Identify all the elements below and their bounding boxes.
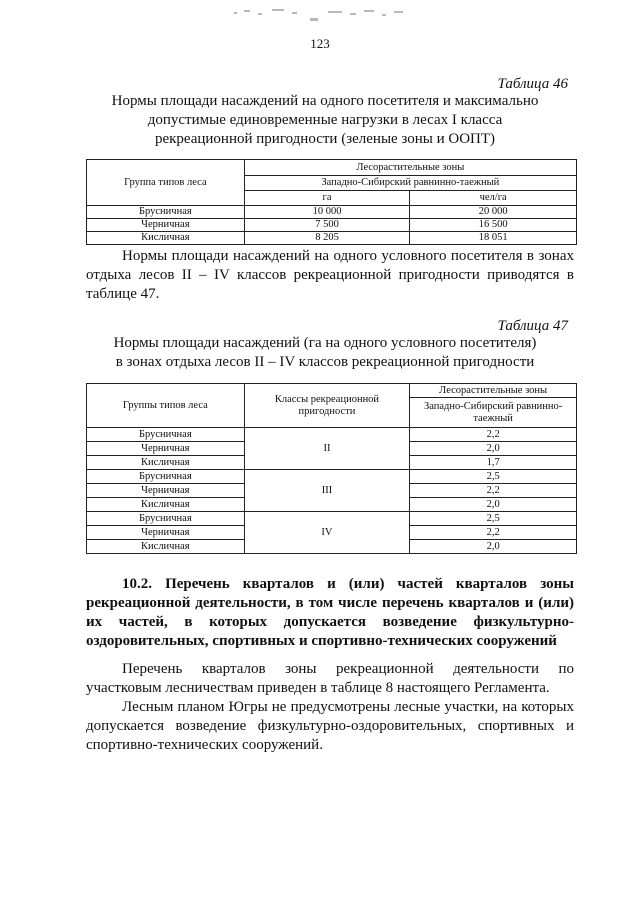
- table-47-cell-name: Черничная: [87, 484, 245, 498]
- table-47-cell-class: IV: [244, 512, 410, 554]
- section-paragraph-1: Перечень кварталов зоны рекреационной деятельности по участковым лесничествам приведен в таблице 8 настоящего Регламента.: [86, 661, 574, 696]
- scan-noise: [232, 4, 412, 26]
- table-47-header-zones: Лесорастительные зоны: [410, 384, 577, 398]
- table-row: [87, 206, 577, 219]
- table-46-title: [90, 92, 560, 149]
- table-47-cell-name: Черничная: [87, 526, 245, 540]
- table-47-cell-value: 2,2: [410, 526, 577, 540]
- table-row: [87, 470, 577, 484]
- table-47-cell-value: 2,0: [410, 442, 577, 456]
- table-47-cell-name: Черничная: [87, 442, 245, 456]
- table-47-cell-value: 2,5: [410, 470, 577, 484]
- table-46-header-unit-people: чел/га: [410, 191, 577, 206]
- section-heading: 10.2. Перечень кварталов и (или) частей кварталов зоны рекреационной деятельности, в том числе перечень кварталов и (или) их частей, в которых допускается возведение физкультурно-оздоровительных, спортивных и спортивно-технических сооружений: [86, 576, 574, 649]
- table-46-cell-ha: 10 000: [244, 206, 410, 219]
- table-46-cell-ha: 8 205: [244, 232, 410, 245]
- table-47-caption: Таблица 47: [497, 318, 568, 334]
- table-47-cell-name: Кисличная: [87, 456, 245, 470]
- table-46-header-zone-name: Западно-Сибирский равнинно-таежный: [244, 176, 576, 191]
- table-47-title-line: в зонах отдыха лесов II – IV классов рекреационной пригодности: [115, 354, 535, 370]
- table-47-cell-name: Кисличная: [87, 498, 245, 512]
- table-47-cell-value: 2,0: [410, 540, 577, 554]
- table-46-header-unit-ha: га: [244, 191, 410, 206]
- table-47-cell-name: Брусничная: [87, 470, 245, 484]
- table-47-header-group: Группы типов леса: [87, 384, 245, 428]
- table-row: [87, 428, 577, 442]
- table-46-cell-name: Кисличная: [87, 232, 245, 245]
- table-46-title-line: Нормы площади насаждений на одного посетителя и максимально: [111, 93, 539, 109]
- table-46-header-group: Группа типов леса: [87, 160, 245, 206]
- table-row: [87, 232, 577, 245]
- table-47: [86, 383, 577, 554]
- table-46-cell-people: 18 051: [410, 232, 577, 245]
- paragraph-between-tables: Нормы площади насаждений на одного условного посетителя в зонах отдыха лесов II – IV классов рекреационной пригодности приводятся в таблице 47.: [86, 248, 574, 302]
- table-47-cell-name: Кисличная: [87, 540, 245, 554]
- table-47-cell-value: 2,0: [410, 498, 577, 512]
- table-47-title-line: Нормы площади насаждений (га на одного условного посетителя): [113, 335, 537, 351]
- table-46-caption: Таблица 46: [497, 76, 568, 92]
- table-47-cell-name: Брусничная: [87, 512, 245, 526]
- table-47-cell-value: 2,2: [410, 428, 577, 442]
- table-46-title-line: допустимые единовременные нагрузки в лесах I класса: [147, 112, 503, 128]
- table-46-cell-name: Черничная: [87, 219, 245, 232]
- table-47-cell-class: III: [244, 470, 410, 512]
- table-47-cell-value: 2,2: [410, 484, 577, 498]
- table-46-cell-people: 16 500: [410, 219, 577, 232]
- table-46-cell-people: 20 000: [410, 206, 577, 219]
- table-47-header-zone-name: Западно-Сибирский равнинно-таежный: [410, 398, 577, 428]
- table-46-cell-ha: 7 500: [244, 219, 410, 232]
- table-46-title-line: рекреационной пригодности (зеленые зоны и ООПТ): [154, 131, 496, 147]
- section-paragraph-2: Лесным планом Югры не предусмотрены лесные участки, на которых допускается возведение физкультурно-оздоровительных, спортивных и спортивно-технических сооружений.: [86, 699, 574, 753]
- table-46: [86, 159, 577, 245]
- table-47-cell-name: Брусничная: [87, 428, 245, 442]
- table-47-cell-value: 1,7: [410, 456, 577, 470]
- table-47-cell-class: II: [244, 428, 410, 470]
- page-number: 123: [310, 36, 330, 51]
- table-47-title: [90, 334, 560, 372]
- table-row: [87, 512, 577, 526]
- table-47-cell-value: 2,5: [410, 512, 577, 526]
- table-row: [87, 219, 577, 232]
- table-46-cell-name: Брусничная: [87, 206, 245, 219]
- table-46-header-zones: Лесорастительные зоны: [244, 160, 576, 176]
- table-47-header-class: Классы рекреационной пригодности: [244, 384, 410, 428]
